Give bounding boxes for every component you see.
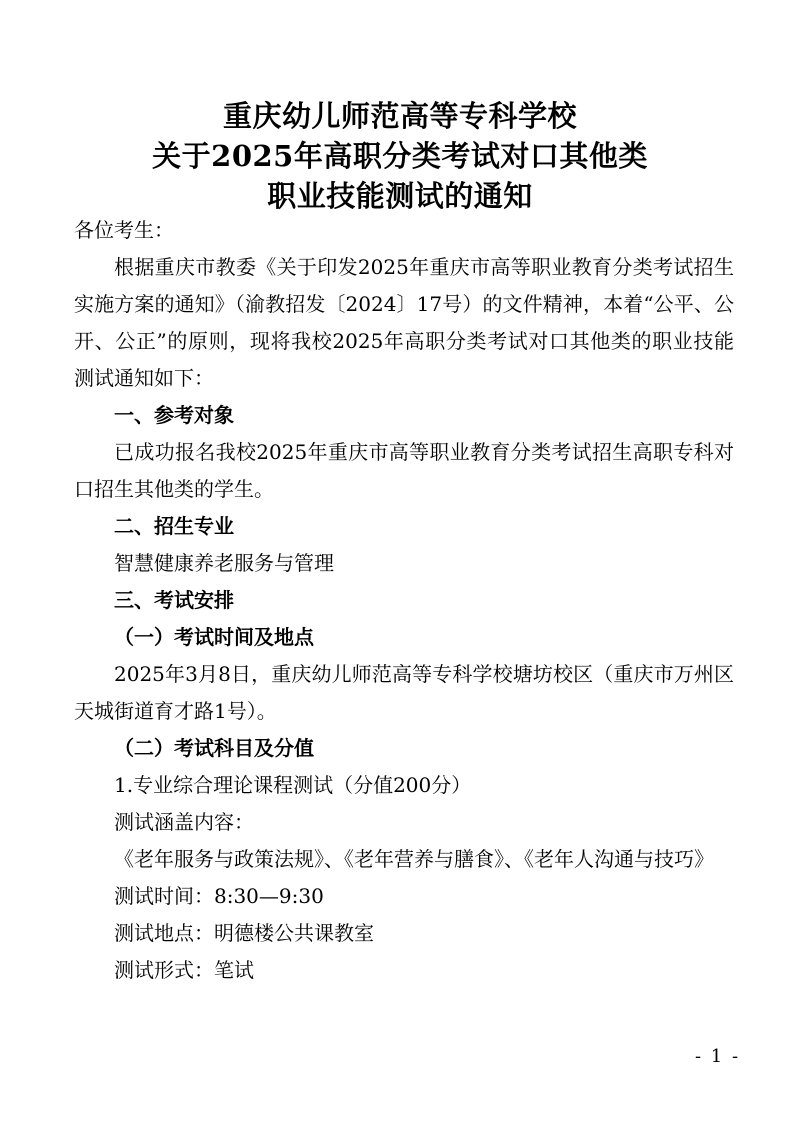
subsection-1-body: 2025年3月8日，重庆幼儿师范高等专科学校塘坊校区（重庆市万州区天城街道育才路1号）。 — [74, 662, 734, 723]
title-line-1: 重庆幼儿师范高等专科学校 — [222, 99, 577, 133]
exam-item-1: 1.专业综合理论课程测试（分值200分） — [114, 773, 472, 797]
section-3-heading: 三、考试安排 — [114, 588, 234, 612]
exam-time: 测试时间：8:30—9:30 — [114, 884, 324, 908]
course-list: 《老年服务与政策法规》、《老年营养与膳食》、《老年人沟通与技巧》 — [114, 847, 714, 871]
salutation: 各位考生： — [74, 218, 174, 242]
intro-paragraph: 根据重庆市教委《关于印发2025年重庆市高等职业教育分类考试招生实施方案的通知》（渝教招发〔2024〕17号）的文件精神，本着“公平、公开、公正”的原则，现将我校2025年高职分类考试对口其他类的职业技能测试通知如下： — [74, 255, 734, 390]
page-number: - 1 - — [695, 1046, 741, 1067]
section-2-body: 智慧健康养老服务与管理 — [114, 551, 334, 575]
title-line-3: 职业技能测试的通知 — [267, 179, 533, 213]
section-1-heading: 一、参考对象 — [114, 403, 234, 427]
notice-title — [0, 96, 800, 216]
notice-body — [74, 212, 734, 989]
section-1-body: 已成功报名我校2025年重庆市高等职业教育分类考试招生高职专科对口招生其他类的学生。 — [74, 440, 734, 501]
exam-format: 测试形式：笔试 — [114, 958, 254, 982]
exam-location: 测试地点：明德楼公共课教室 — [114, 921, 374, 945]
section-2-heading: 二、招生专业 — [114, 514, 234, 538]
coverage-label: 测试涵盖内容： — [114, 810, 254, 834]
subsection-2-heading: （二）考试科目及分值 — [114, 736, 314, 760]
subsection-1-heading: （一）考试时间及地点 — [114, 625, 314, 649]
title-line-2: 关于2025年高职分类考试对口其他类 — [152, 139, 648, 173]
